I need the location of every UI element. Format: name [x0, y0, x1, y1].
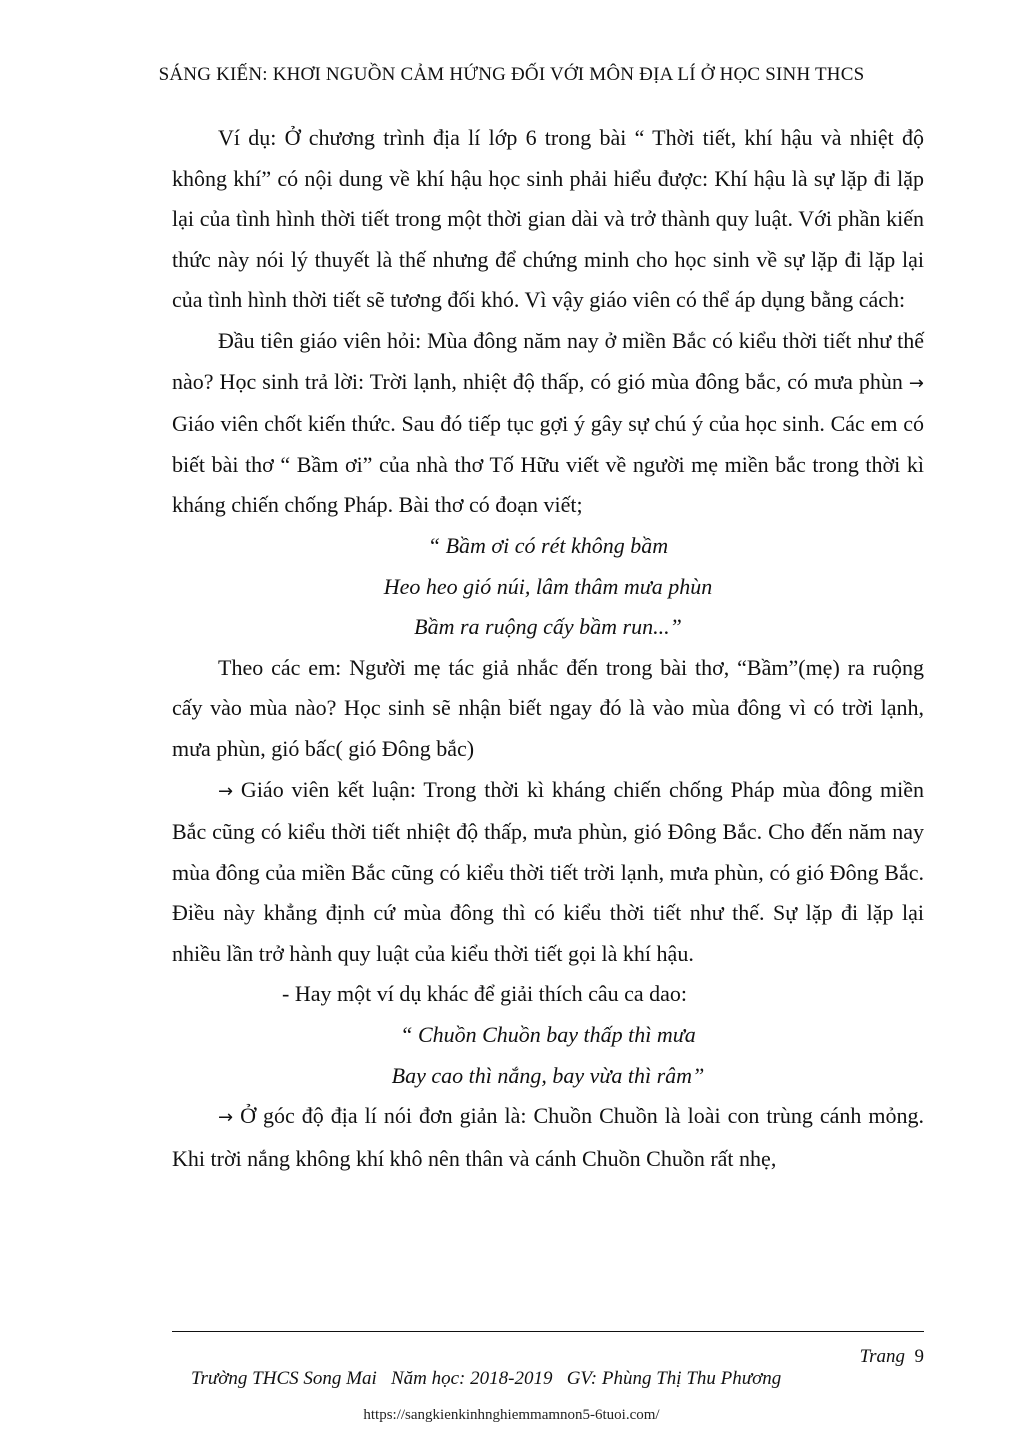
paragraph-1: Ví dụ: Ở chương trình địa lí lớp 6 trong bài “ Thời tiết, khí hậu và nhiệt độ không khí” có nội dung về khí hậu học sinh phải hiểu được: Khí hậu là sự lặp đi lặp lại của tình hình thời tiết trong một thời gian dài và trở thành quy luật. Với phần kiến thức này nói lý thuyết là thế nhưng để chứng minh cho học sinh về sự lặp đi lặp lại của tình hình thời tiết sẽ tương đối khó. Vì vậy giáo viên có thể áp dụng bằng cách:	[172, 125, 924, 313]
paragraph-2	[172, 321, 924, 526]
footer-divider	[172, 1331, 924, 1332]
paragraph-3: Theo các em: Người mẹ tác giả nhắc đến trong bài thơ, “Bầm”(mẹ) ra ruộng cấy vào mùa nào? Học sinh sẽ nhận biết ngay đó là vào mùa đông vì có trời lạnh, mưa phùn, gió bấc( gió Đông bắc)	[172, 654, 924, 761]
paragraph-6-text: Ở góc độ địa lí nói đơn giản là: Chuồn Chuồn là loài con trùng cánh mỏng. Khi trời nắng không khí khô nên thân và cánh Chuồn Chuồn rất nhẹ,	[172, 1103, 924, 1171]
footer-info: Trường THCS Song Mai Năm học: 2018-2019 GV: Phùng Thị Thu Phương	[191, 1368, 782, 1389]
paragraph-4	[172, 770, 924, 975]
paragraph-5: - Hay một ví dụ khác để giải thích câu ca dao:	[282, 981, 688, 1007]
page-body	[172, 118, 924, 1179]
page-number: 9	[914, 1346, 924, 1367]
paragraph-2-part-b: Giáo viên chốt kiến thức. Sau đó tiếp tục gợi ý gây sự chú ý của học sinh. Các em có biết bài thơ “ Bầm ơi” của nhà thơ Tố Hữu viết về người mẹ miền bắc trong thời kì kháng chiến chống Pháp. Bài thơ có đoạn viết;	[172, 411, 924, 518]
arrow-right-icon: →	[218, 1107, 234, 1129]
paragraph-4-text: Giáo viên kết luận: Trong thời kì kháng chiến chống Pháp mùa đông miền Bắc cũng có kiểu thời tiết nhiệt độ thấp, mưa phùn, gió Đông Bắc. Cho đến năm nay mùa đông của miền Bắc cũng có kiểu thời tiết trời lạnh, mưa phùn, có gió Đông Bắc. Điều này khẳng định cứ mùa đông thì có kiểu thời tiết như thế. Sự lặp đi lặp lại nhiều lần trở hành quy luật của kiểu thời tiết gọi là khí hậu.	[172, 776, 924, 966]
poem-line: Bay cao thì nắng, bay vừa thì râm”	[391, 1062, 705, 1088]
poem-line: “ Bầm ơi có rét không bầm	[427, 532, 669, 558]
page-number-group	[860, 1346, 924, 1368]
source-url[interactable]: https://sangkienkinhnghiemmamnon5-6tuoi.com/	[363, 1407, 660, 1423]
poem-line: Bầm ra ruộng cấy bầm run...”	[414, 614, 682, 640]
arrow-right-icon: →	[218, 780, 234, 802]
page-label: Trang	[859, 1346, 905, 1367]
poem-chuon-chuon	[172, 1015, 924, 1096]
poem-bam-oi	[172, 526, 924, 648]
poem-line: “ Chuồn Chuồn bay thấp thì mưa	[400, 1022, 696, 1048]
poem-line: Heo heo gió núi, lâm thâm mưa phùn	[383, 573, 713, 599]
arrow-right-icon: →	[908, 372, 924, 394]
paragraph-2-part-a: Đầu tiên giáo viên hỏi: Mùa đông năm nay ở miền Bắc có kiểu thời tiết như thế nào? Học sinh trả lời: Trời lạnh, nhiệt độ thấp, có gió mùa đông bắc, có mưa phùn	[172, 327, 924, 394]
page-header: SÁNG KIẾN: KHƠI NGUỒN CẢM HỨNG ĐỐI VỚI MÔN ĐỊA LÍ Ở HỌC SINH THCS	[158, 64, 865, 85]
paragraph-6	[172, 1096, 924, 1179]
